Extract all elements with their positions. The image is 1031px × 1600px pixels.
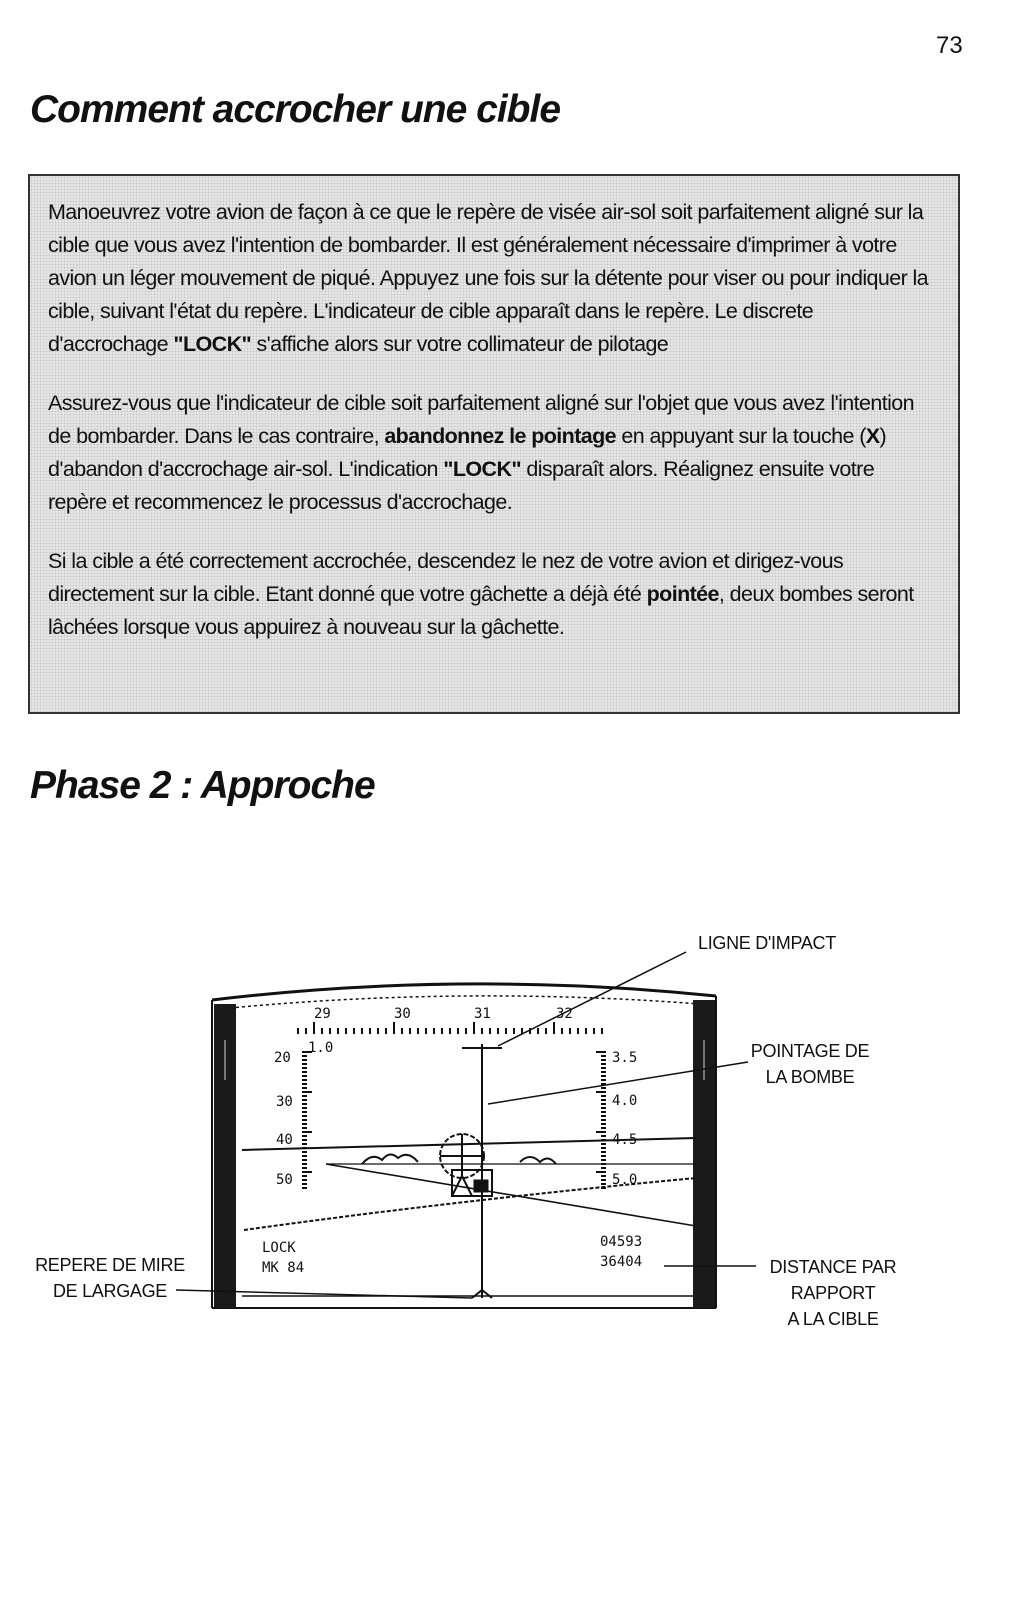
right-scale-label: 4.5 xyxy=(612,1132,638,1148)
paragraph-text: s'affiche alors sur votre collimateur de pilotage xyxy=(251,332,669,356)
callout-line: DE LARGAGE xyxy=(52,1281,168,1301)
bold-pointee: pointée xyxy=(646,582,719,606)
paragraph-text: Manoeuvrez votre avion de façon à ce que le repère de visée air-sol soit parfaitement aligné sur la cible que vous avez l'intention de bombarder. Il est généralement nécessaire d'imprimer à votre avion un léger mouvement de piqué. Appuyez une fois sur la détente pour viser ou pour indiquer la cible, suivant l'état du repère. L'indicateur de cible apparaît dans le repère. Le discrete d'accrochage xyxy=(48,200,929,356)
callout-line: REPERE DE MIRE xyxy=(35,1255,185,1275)
page-number: 73 xyxy=(936,32,963,59)
right-scale-label: 3.5 xyxy=(612,1050,638,1066)
left-scale-label: 1.0 xyxy=(308,1040,334,1056)
paragraph-text: en appuyant sur la touche ( xyxy=(616,424,866,448)
callout-line: A LA CIBLE xyxy=(787,1309,879,1329)
heading-label: 29 xyxy=(314,1006,331,1022)
right-scale xyxy=(596,1050,637,1188)
terrain-feature xyxy=(362,1154,418,1164)
left-scale-label: 30 xyxy=(276,1094,293,1110)
callout-impact-line: LIGNE D'IMPACT xyxy=(698,933,836,953)
heading-tape xyxy=(298,1006,602,1034)
paragraph-2 xyxy=(48,387,936,519)
callout-line: RAPPORT xyxy=(790,1283,876,1303)
callout-line: POINTAGE DE xyxy=(750,1041,870,1061)
horizon-lines xyxy=(242,1138,696,1230)
heading-label: 31 xyxy=(474,1006,491,1022)
paragraph-1 xyxy=(48,196,936,361)
left-scale-label: 50 xyxy=(276,1172,293,1188)
terrain-feature xyxy=(520,1157,556,1164)
instruction-box xyxy=(28,174,960,714)
heading-label: 32 xyxy=(556,1006,573,1022)
callout-release-mark xyxy=(30,1252,190,1304)
right-scale-label: 5.0 xyxy=(612,1172,638,1188)
right-scale-label: 4.0 xyxy=(612,1093,638,1109)
callout-distance xyxy=(760,1254,906,1332)
left-scale-label: 20 xyxy=(274,1050,291,1066)
bold-key: X xyxy=(865,424,880,448)
paragraph-text: ) d'abandon d'accrochage air-sol. L'indication xyxy=(48,424,887,481)
readout-2: 36404 xyxy=(600,1254,643,1270)
bold-lock: "LOCK" xyxy=(173,332,252,356)
paragraph-3 xyxy=(48,545,936,644)
readout-1: 04593 xyxy=(600,1234,643,1250)
leader-impact xyxy=(498,952,686,1046)
paragraph-text: disparaît alors. Réalignez ensuite votre repère et recommencez le processus d'accrochage. xyxy=(48,457,875,514)
page-title: Comment accrocher une cible xyxy=(30,88,561,131)
paragraph-text: Si la cible a été correctement accrochée, descendez le nez de votre avion et dirigez-vous directement sur la cible. Etant donné que votre gâchette a déjà été xyxy=(48,549,844,606)
bold-abandon: abandonnez le pointage xyxy=(384,424,617,448)
callout-line: DISTANCE PAR xyxy=(769,1257,897,1277)
paragraph-text: , deux bombes seront lâchées lorsque vous appuirez à nouveau sur la gâchette. xyxy=(48,582,914,639)
callout-bomb-aim xyxy=(748,1038,872,1090)
callout-line: LA BOMBE xyxy=(765,1067,855,1087)
left-scale-label: 40 xyxy=(276,1132,293,1148)
section-title: Phase 2 : Approche xyxy=(30,764,375,807)
weapon-indicator: MK 84 xyxy=(262,1260,305,1276)
lock-indicator: LOCK xyxy=(262,1240,296,1256)
paragraph-text: Assurez-vous que l'indicateur de cible soit parfaitement aligné sur l'objet que vous avez l'intention de bombarder. Dans le cas contraire, xyxy=(48,391,914,448)
bold-lock: "LOCK" xyxy=(443,457,521,481)
left-scale xyxy=(274,1040,333,1188)
heading-label: 30 xyxy=(394,1006,411,1022)
ground-perspective-line xyxy=(326,1164,696,1226)
